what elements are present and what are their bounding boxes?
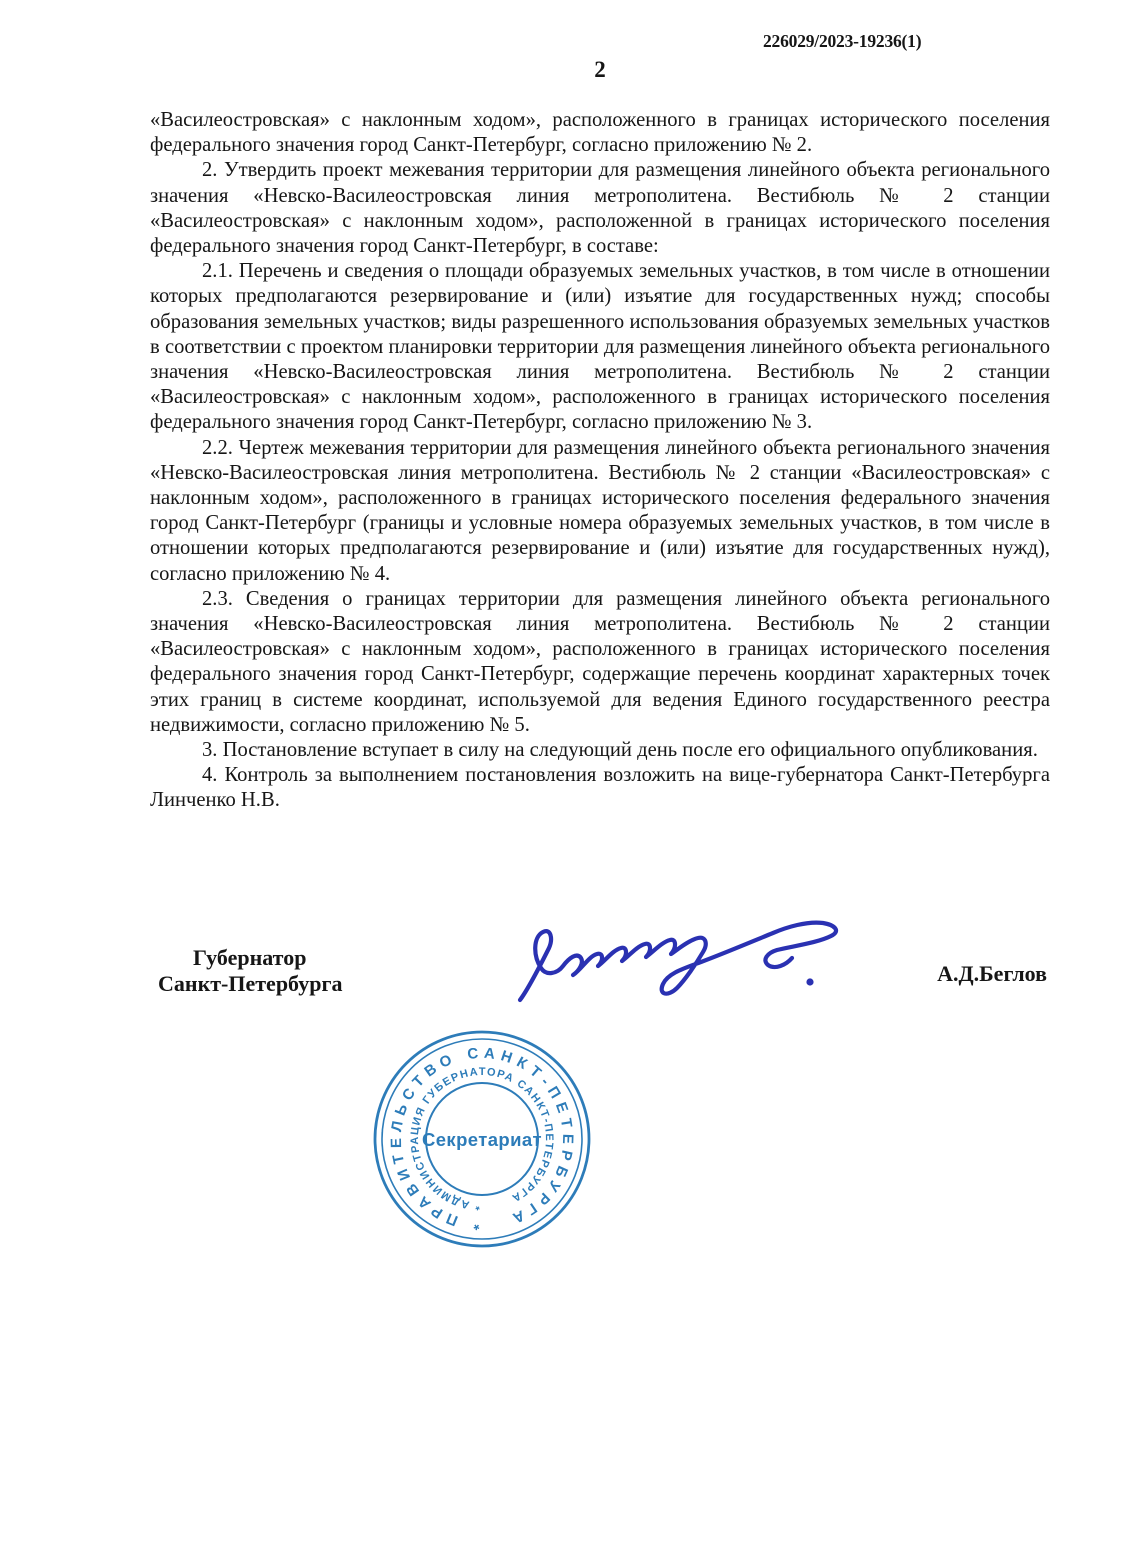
paragraph-2-2: 2.2. Чертеж межевания территории для размещения линейного объекта регионального значения «Невско-Василеостровская линия метрополитена. Вестибюль № 2 станции «Василеостровская» с наклонным ходом», расположенного в границах исторического поселения федерального значения город Санкт-Петербург (границы и условные номера образуемых земельных участков, в том числе в отношении которых предполагаются резервирование и (или) изъятие для государственных нужд), согласно приложению № 4. bbox=[150, 436, 1050, 585]
document-reference-number: 226029/2023-19236(1) bbox=[763, 31, 922, 51]
signer-position-line2: Санкт-Петербурга bbox=[158, 970, 343, 996]
signature-stroke bbox=[520, 923, 836, 1000]
official-round-stamp bbox=[362, 1019, 602, 1259]
signature-pen-dot bbox=[806, 978, 813, 985]
paragraph-3: 3. Постановление вступает в силу на следующий день после его официального опубликования. bbox=[202, 739, 1038, 762]
paragraph-2-3: 2.3. Сведения о границах территории для размещения линейного объекта регионального значения «Невско-Василеостровская линия метрополитена. Вестибюль № 2 станции «Василеостровская» с наклонным ходом», расположенного в границах исторического поселения федерального значения город Санкт-Петербург, содержащие перечень координат характерных точек этих границ в системе координат, используемой для ведения Единого государственного реестра недвижимости, согласно приложению № 5. bbox=[150, 587, 1050, 736]
stamp-outer-ring-text: * ПРАВИТЕЛЬСТВО САНКТ-ПЕТЕРБУРГА bbox=[387, 1044, 577, 1234]
paragraph-continuation: «Василеостровская» с наклонным ходом», расположенного в границах исторического поселения федерального значения город Санкт-Петербург, согласно приложению № 2. bbox=[150, 109, 1050, 157]
paragraph-4: 4. Контроль за выполнением постановления возложить на вице-губернатора Санкт-Петербурга Линченко Н.В. bbox=[150, 764, 1050, 812]
document-body bbox=[150, 108, 1050, 814]
stamp-center-text: Секретариат bbox=[421, 1129, 543, 1150]
page-number: 2 bbox=[594, 57, 606, 82]
signer-name: А.Д.Беглов bbox=[937, 961, 1047, 986]
handwritten-signature bbox=[505, 912, 860, 1020]
paragraph-2-1: 2.1. Перечень и сведения о площади образуемых земельных участков, в том числе в отношении которых предполагаются резервирование и (или) изъятие для государственных нужд; способы образования земельных участков; виды разрешенного использования образуемых земельных участков в соответствии с проектом планировки территории для размещения линейного объекта регионального значения «Невско-Василеостровская линия метрополитена. Вестибюль № 2 станции «Василеостровская» с наклонным ходом», расположенного в границах исторического поселения федерального значения город Санкт-Петербург, согласно приложению № 3. bbox=[150, 260, 1050, 434]
stamp-inner-ring-text: * АДМИНИСТРАЦИЯ ГУБЕРНАТОРА САНКТ-ПЕТЕРБУРГА bbox=[408, 1065, 556, 1213]
paragraph-2: 2. Утвердить проект межевания территории для размещения линейного объекта регионального значения «Невско-Василеостровская линия метрополитена. Вестибюль № 2 станции «Василеостровская» с наклонным ходом», расположенной в границах исторического поселения федерального значения город Санкт-Петербург, в составе: bbox=[150, 159, 1050, 258]
signer-position-title bbox=[158, 945, 342, 996]
signer-position-line1: Губернатор bbox=[193, 945, 307, 970]
